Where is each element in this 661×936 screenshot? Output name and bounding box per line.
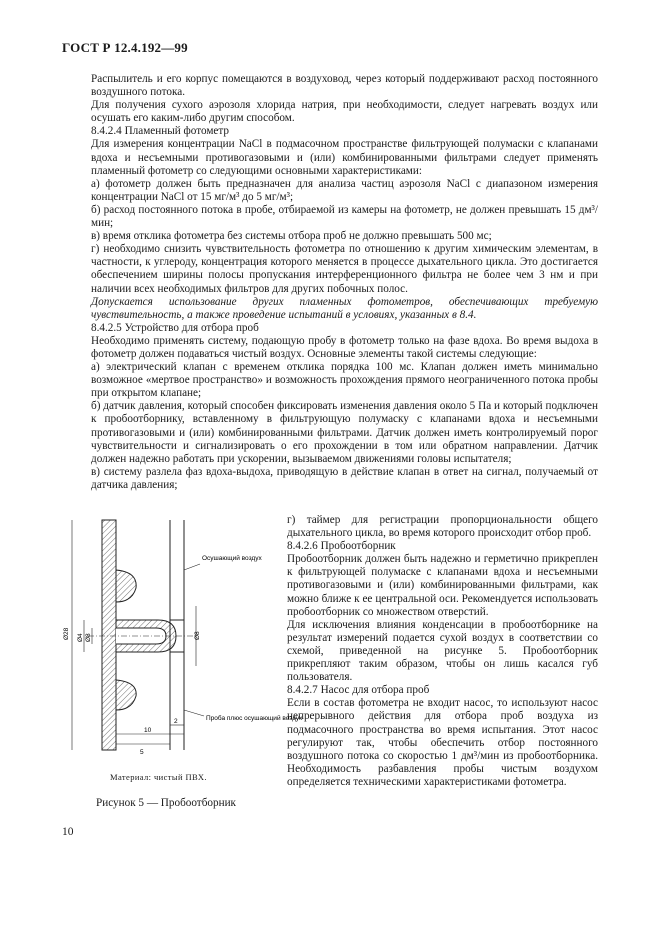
list-item: в) время отклика фотометра без системы отбора проб не должно превышать 500 мс;: [91, 230, 492, 243]
label-top-line1: Осушающий воздух: [202, 555, 262, 562]
paragraph: Для измерения концентрации NaCl в подмасочном пространстве фильтрующей полумаски с клапанами вдоха и несъемными противогазовыми и (или) комбинированными фильтрами следует применять пламенный фотометр со следующими основными характеристиками:: [91, 138, 598, 177]
section-heading: 8.4.2.7 Насос для отбора проб: [287, 684, 430, 697]
paragraph: Пробоотборник должен быть надежно и герметично прикреплен к фильтрующей полумаске с клапанами вдоха и несъемными противогазовыми и (или) комбинированными фильтрами, как можно ближе к ее центральной оси. Рекомендуется использовать пробоотборник со множеством отверстий.: [287, 553, 598, 618]
paragraph: Для исключения влияния конденсации в пробоотборнике на результат измерений подается сухой воздух в соответствии со схемой, приведенной на рисунке 5. Пробоотборник прикрепляют таким образом, чтобы он лишь касался губ пользователя.: [287, 618, 598, 684]
figure-caption: Рисунок 5 — Пробоотборник: [96, 797, 236, 809]
page-number: 10: [62, 826, 74, 838]
figure-5-probe-drawing: [58, 510, 303, 762]
upper-lobe: [116, 570, 136, 602]
right-column-text: [287, 514, 598, 789]
label-bottom-line: Проба плюс осушающий воздух: [206, 715, 303, 722]
paragraph: Для получения сухого аэрозоля хлорида натрия, при необходимости, следует нагревать воздух или осушать его каким-либо другим способом.: [91, 99, 598, 125]
list-item: в) систему разлела фаз вдоха-выдоха, приводящую в действие клапан в ответ на сигнал, получаемый от датчика давления;: [91, 465, 598, 491]
list-item: б) расход постоянного потока в пробе, отбираемой из камеры на фотометр, не должен превышать 15 дм³/мин;: [91, 203, 598, 230]
paragraph: Если в состав фотометра не входит насос, то используют насос непрерывного действия для отбора проб воздуха из подмасочного пространства во время испытания. Этот насос регулируют так, чтобы обеспечить отбор постоянного воздушного потока со скоростью 1 дм³/мин из пробоотборника. Необходимость разбавления пробы чистым воздухом определяется техническими характеристиками фотометра.: [287, 697, 598, 788]
list-item: г) таймер для регистрации пропорциональности общего дыхательного цикла, во время которого происходит отбор проб.: [287, 514, 598, 540]
list-item: а) электрический клапан с временем отклика порядка 100 мс. Клапан должен иметь минимально возможное «мертвое пространство» и возможность прохождения прямого неограниченного потока пробы при открытом клапане;: [91, 361, 598, 400]
note-italic: Допускается использование других пламенных фотометров, обеспечивающих требуемую чувствительность, а также проведение испытаний в условиях, указанных в 8.4.: [91, 295, 598, 321]
dim-outer: Ø28: [63, 627, 70, 640]
document-header: ГОСТ Р 12.4.192—99: [62, 40, 188, 55]
section-heading: 8.4.2.6 Пробоотборник: [287, 540, 396, 553]
dim-5: 5: [140, 749, 144, 756]
dim-10: 10: [144, 727, 152, 734]
dim-b: Ø8: [85, 633, 92, 642]
list-item: г) необходимо снизить чувствительность фотометра по отношению к другим химическим элементам, в частности, к углероду, концентрация которого меняется в процессе дыхательного цикла. Это достигается обеспечением ширины полосы пропускания интерференционного фильтра не более чем 3 нм и при наличии всех необходимых фильтров для других побочных полос.: [91, 243, 598, 295]
dim-len: Ø8: [194, 631, 201, 640]
dim-2: 2: [174, 718, 178, 725]
figure-material-note: Материал: чистый ПВХ.: [110, 772, 207, 782]
main-text: [91, 73, 598, 492]
paragraph: Необходимо применять систему, подающую пробу в фотометр только на фазе вдоха. Во время выдоха в фотометр должен подаваться чистый воздух. Основные элементы такой системы следующие:: [91, 334, 598, 360]
list-item: а) фотометр должен быть предназначен для анализа частиц аэрозоля NaCl с диапазоном измерения концентрации NaCl от 15 мг/м³ до 5 мг/м³;: [91, 177, 598, 203]
flange-section: [102, 520, 116, 750]
paragraph: Распылитель и его корпус помещаются в воздуховод, через который поддерживают расход постоянного воздушного потока.: [91, 73, 598, 99]
lower-lobe: [116, 680, 136, 710]
dim-a: Ø4: [77, 633, 84, 642]
section-heading: 8.4.2.5 Устройство для отбора проб: [91, 321, 259, 334]
list-item: б) датчик давления, который способен фиксировать изменения давления около 5 Па и который подключен к пробоотборнику, вставленному в фильтрующую полумаску с клапанами вдоха и несъемными противогазовыми и (или) комбинированными фильтрами. Датчик должен иметь контролируемый порог чувствительности и сигнализировать о его прохождении в том или обратном направлении. Датчик должен надежно работать при ускорении, вызываемом движениями головы испытателя;: [91, 400, 598, 465]
section-heading: 8.4.2.4 Пламенный фотометр: [91, 125, 229, 138]
